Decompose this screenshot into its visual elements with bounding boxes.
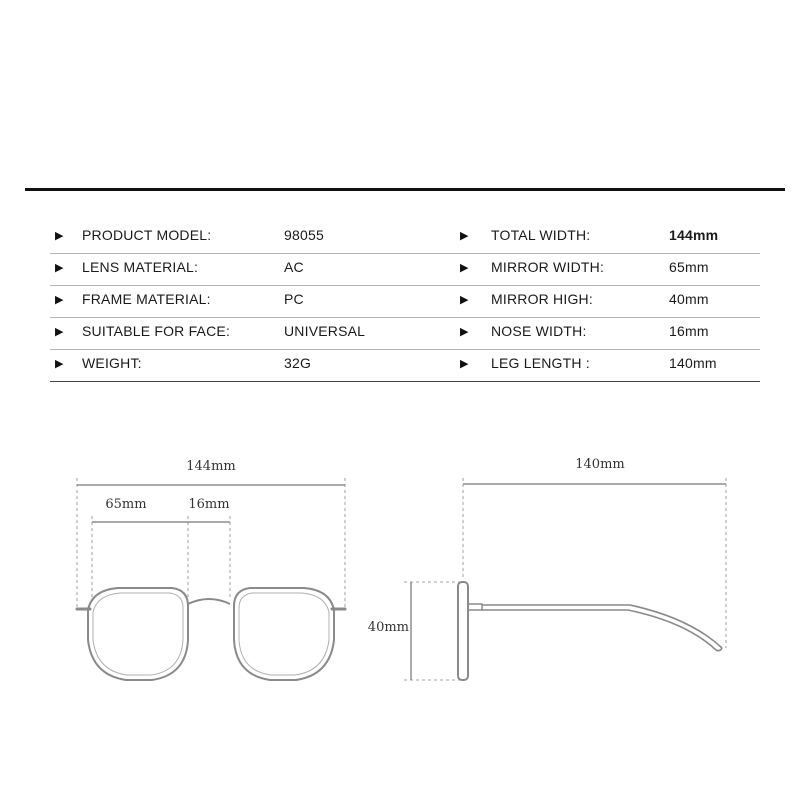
bullet-arrow-icon: ▶ — [460, 230, 469, 242]
left-lens-inner — [93, 593, 183, 675]
spec-label: TOTAL WIDTH: — [491, 227, 591, 243]
bullet-arrow-icon: ▶ — [460, 262, 469, 274]
spec-label: LEG LENGTH : — [491, 355, 590, 371]
bullet-arrow-icon: ▶ — [55, 326, 64, 338]
spec-label: NOSE WIDTH: — [491, 323, 587, 339]
frame-profile — [458, 582, 468, 680]
spec-value: PC — [284, 291, 304, 307]
spec-value: 16mm — [669, 323, 709, 339]
bullet-arrow-icon: ▶ — [460, 358, 469, 370]
bullet-arrow-icon: ▶ — [460, 294, 469, 306]
spec-label: PRODUCT MODEL: — [82, 227, 212, 243]
spec-label: FRAME MATERIAL: — [82, 291, 211, 307]
bullet-arrow-icon: ▶ — [55, 230, 64, 242]
spec-value: 65mm — [669, 259, 709, 275]
spec-label: MIRROR WIDTH: — [491, 259, 605, 275]
front-view — [77, 459, 345, 680]
spec-label: MIRROR HIGH: — [491, 291, 593, 307]
lens-width-label: 65mm — [105, 497, 147, 512]
total-width-label: 144mm — [186, 459, 236, 474]
side-view — [368, 457, 726, 680]
spec-value: 140mm — [669, 355, 717, 371]
nose-bridge — [188, 599, 230, 604]
spec-label: SUITABLE FOR FACE: — [82, 323, 231, 339]
left-lens-outer — [88, 588, 188, 680]
right-lens-outer — [234, 588, 334, 680]
bullet-arrow-icon: ▶ — [55, 262, 64, 274]
spec-value: 98055 — [284, 227, 324, 243]
temple-tip — [716, 648, 722, 651]
temple-arm-top — [482, 605, 722, 648]
bullet-arrow-icon: ▶ — [55, 294, 64, 306]
spec-value: 32G — [284, 355, 312, 371]
spec-label: LENS MATERIAL: — [82, 259, 199, 275]
leg-length-label: 140mm — [575, 457, 625, 472]
spec-value: 40mm — [669, 291, 709, 307]
temple-arm-bottom — [482, 610, 716, 650]
spec-value: AC — [284, 259, 304, 275]
height-label: 40mm — [367, 620, 409, 635]
bullet-arrow-icon: ▶ — [55, 358, 64, 370]
bridge-width-label: 16mm — [188, 497, 230, 512]
spec-label: WEIGHT: — [82, 355, 142, 371]
hinge — [468, 604, 482, 610]
spec-value: UNIVERSAL — [284, 323, 366, 339]
spec-value: 144mm — [669, 227, 719, 243]
right-lens-inner — [239, 593, 329, 675]
bullet-arrow-icon: ▶ — [460, 326, 469, 338]
